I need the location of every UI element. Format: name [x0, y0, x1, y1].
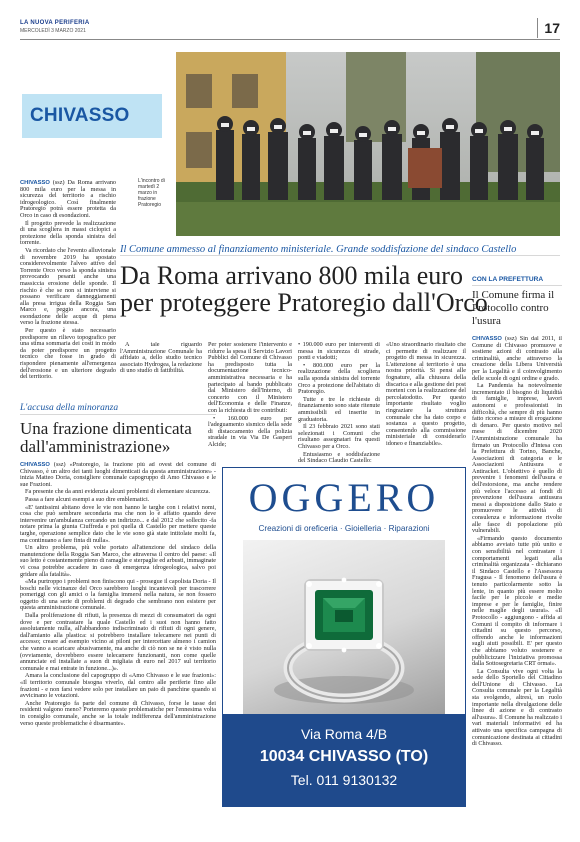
masthead — [20, 18, 560, 40]
ad-contact-band — [223, 714, 465, 806]
ad-address: Via Roma 4/B — [300, 726, 388, 742]
left-p2: Il progetto prevede la realizzazione di una scogliera in massi ciclopici a protezione della sponda sinistra del torrente. — [20, 219, 116, 247]
side-p7: Dalla proliferazione di rifiuti, la presenza di mezzi di consumatori da ogni dove e per contrastare la quale Castello ed i suoi non hanno fatto assolutamente nulla, all'abbandono indiscriminato di rifiuti di ogni genere, dall'amianto alla plastica: si potrebbero installare telecamere nei punti di accesso; creare ad esempio vicino ai piloni per intercettare almeno i camion che vanno a scaricare abusivamente, ma anche di ciò non se ne è visto nulla (ovviamente, dovrebbero essere telecamere funzionanti, non come quelle annunciate ed installate a suon di migliaia di euro nel 2017 sul territorio comunale e mai entrate in funzione...)». — [20, 612, 216, 672]
side-article-body — [20, 462, 216, 814]
ad-city: 10034 CHIVASSO (TO) — [259, 748, 429, 765]
main-c1-p1: A tale riguardo l'Amministrazione Comunale ha affidato a, dello studio tecnico associato Hydrogea, la redazione di uno studio di fattibilità. — [120, 342, 202, 375]
left-p4: Per questo è stato necessario predisporre un rilievo topografico per una stima sommaria dei costi in modo da poter predisporre un progetto tecnico che fosse in grado di rispondere pienamente all'emergenza dell'erosione e un ulteriore degrado del territorio. — [20, 327, 116, 381]
jeweler-advertisement — [222, 467, 466, 807]
main-column-3 — [298, 342, 380, 462]
main-c2-p5: Il 23 febbraio 2021 sono stati selezionati i Comuni che risultano assegnatari fra questi Chivasso per a Orco. — [298, 423, 380, 450]
lead-tag: (ssz) — [52, 180, 65, 186]
lead-place: CHIVASSO — [20, 180, 50, 186]
main-c2-p2: • 190.000 euro per interventi di messa in sicurezza di strade, ponti e viadotti; — [298, 342, 380, 362]
prefettura-body — [472, 336, 562, 814]
section-banner — [22, 94, 162, 138]
meeting-photo-illustration — [176, 52, 560, 236]
pref-p3: «Firmando questo documento abbiamo avviato tutte più unito e con sensibilità nel contrastare i comportamenti legati alla criminalità organizzata - dichiarano il Sindaco Castello e l'Assessora Fragusa - Il fenomeno dell'usura è tenuto particolarmente sotto la lente, in quanto più essere molto facile per le piccole e medie imprese e per le famiglie, finire nelle maglie degli usurai». «Il Protocollo - aggiungono - affida ai Comuni il compito di informare i cittadini su questo percorso, offrendo anche le informazioni sugli aiuti possibili. E' per questo che abbiamo voluto sostenere e pubblicizzare l'iniziativa promossa dalla Sottosegretaria CRT ormai». — [472, 534, 562, 668]
main-c2-p6: Entusiasmo e soddisfazione del Sindaco Claudio Castello: — [298, 450, 380, 462]
pref-lead-tag: (ssz) — [504, 336, 517, 342]
main-c1-p2: Per poter sostenere l'intervento e ridurre la spesa il Servizio Lavori Pubblici del Comune di Chivasso ha predisposto tutta la documentazione tecnico-amministrativa necessaria e ha partecipato al bando pubblicato dal Ministero dell'Interno, di concerto con il Ministero dell'Economia e delle Finanze, con la richiesta di tre contributi: — [208, 342, 292, 414]
side-p6: «Ma purtroppo i problemi non finiscono qui - prosegue il capolista Doria - Il boschi nelle vicinanze del Orco sarebbero luoghi incantevoli per trascorrere pomeriggi con gli amici o la famiglia immersi nella natura, se non fossero oggetto di una serie di problemi di degrado che sembrano non esistere per questa amministrazione comunale. — [20, 578, 216, 612]
prefettura-title: Il Comune firma il Protocollo contro l'usura — [472, 289, 555, 327]
news-photo — [176, 52, 560, 236]
main-column-1 — [120, 342, 202, 394]
side-article-kicker: L'accusa della minoranza — [20, 403, 216, 415]
pref-p1: Sin dal 2011, il Comune di Chivasso promuove e sostiene azioni di contrasto alla criminalità, anche attraverso la creazione della Libera Università per la Legalità e il coinvolgimento delle scuole di ogni ordine e grado. — [472, 336, 562, 382]
ring-photo — [243, 540, 445, 714]
side-p9: Anche Pratoregio fa parte del comune di Chivasso, forse le tasse dei residenti valgono meno? Porteremo queste problematiche per l'ennesima volta in consiglio comunale, anche se la totale indifferenza dell'amministrazione verso queste problematiche è disarmante». — [20, 699, 216, 727]
ad-brand: OGGERO — [248, 475, 440, 520]
main-c3-p1: «Uno straordinario risultato che ci permette di realizzare il progetto di messa in sicurezza. L'attenzione al territorio è una nostra priorità. Si pensi alle fognature, alla chiusura della discarica e alla gestione dei post morteni con la realizzazione del percolatodotto. Per questo importante risultato voglio ringraziare la struttura comunale che ha dato corpo e sostanza a questo progetto, consentendo alla commissione ministeriale di considerarlo idoneo e finanziabile». — [386, 342, 466, 447]
emerald-ring-illustration — [243, 540, 445, 714]
side-p4: «E' tantissimi abitano dove le vie non hanno le targhe con i relativi nomi, cosa che può sembrare secondaria ma che non lo è affatto quando deve intervenire un'ambulanza cercando un indirizzo... e dal 2012 che sollecito -fa notare prima la giunta Ciuffreda e poi quella di Castello per mettere queste targhe, operazione semplice dato che le vie sono già state intitolate molti fa, ma continuano a fare finta di nulla». — [20, 503, 216, 544]
side-lead-tag: (ssz) — [53, 462, 66, 468]
side-p3: Passa a fare alcuni esempi a suo dire emblematici. — [25, 495, 150, 503]
side-p1: «Pratoregio, la frazione più ad ovest del comune di Chivasso, è un altro dei tanti luoghi dimenticati da questa amministrazione» - inizia Matteo Doria, consigliere comunale capogruppo di Amo Chivasso e le sue Frazioni. — [20, 462, 216, 488]
side-p5: Un altro problema, più volte portato all'attenzione del sindaco della manutenzione della Roggia San Marco, che attraversa il centro del paese: «Il suo letto è costantemente pieno di ramaglie e sterpaglie ed arbusti, immaginate vi cosa potrebbe accadere in caso di emergenza idrogeologica, salvo poi gridare alla fatalità». — [20, 544, 216, 578]
photo-caption: L'incontro di martedì 2 marzo in frazione Pratoregio — [138, 178, 165, 208]
main-c2-p3: • 800.000 euro per la realizzazione della scogliera sulla sponda sinistra del torrente Orco a protezione dell'abitato di Pratoregio. — [298, 361, 380, 396]
headline-line-2: per proteggere Pratoregio dall'Orco — [120, 288, 488, 317]
pref-lead-place: CHIVASSO — [472, 336, 502, 342]
prefettura-tag: CON LA PREFETTURA — [472, 276, 562, 286]
side-article-title: Una frazione dimenticata dall'amministrazione» — [20, 419, 192, 456]
newspaper-name: LA NUOVA PERIFERIA — [20, 20, 90, 26]
side-p8: Amara la conclusione del capogruppo di «Amo Chivasso e le sue frazioni»: «Il territorio comunale bisogna viverlo, dal centro alle periferie fino alle frazioni - e non farsi vedere solo per installare un paio di panchine quando si avvicinano le votazioni. — [20, 672, 216, 700]
ad-tagline: Creazioni di oreficeria · Gioielleria · Riparazioni — [258, 524, 430, 533]
issue-date: MERCOLEDÌ 3 MARZO 2021 — [20, 28, 86, 34]
main-column-2 — [208, 342, 292, 462]
main-c2-p4: Tutte e tre le richieste di finanziamento sono state ritenute ammissibili ed inserite in graduatoria. — [298, 395, 380, 423]
pref-p4: La Consulta vive ogni volta la sede dello Sportello del Cittadino dell'Unione di Chivasso. La Consulta comunale per la Legalità sta svolgendo, altresì, un ruolo importante nella divulgazione delle linee di azione e di contrasto all'usura». Il Comune ha realizzato i vari materiali informativi ed ha attivato una specifica campagna di comunicazione destinata ai cittadini di Chivasso. — [472, 667, 562, 748]
side-lead-place: CHIVASSO — [20, 462, 50, 468]
side-p2: Fa presente che da anni evidenzia alcuni problemi di elementare sicurezza. — [25, 488, 211, 496]
left-p3: Va ricordato che l'evento alluvionale di novembre 2019 ha spostato considerevolmente l'alveo attivo del Torrente Orco verso la sponda sinistra provocando pesanti anche una massiccia erosione delle sponde. Il rischio è che se non si interviene si possano verificare danneggiamenti alla presa irrigua della Roggia San Marco e, peggio ancora, una esondazione delle acque di piena verso la frazione stessa. — [20, 246, 116, 327]
main-c2-p1: • 160.000 euro per l'adeguamento sismico della sede di distaccamento della polizia stradale in via Via De Gasperi Alcide; — [208, 414, 292, 448]
main-column-4 — [386, 342, 466, 462]
headline-line-1: Da Roma arrivano 800 mila euro — [120, 261, 463, 290]
page-number: 17 — [537, 18, 560, 38]
ad-phone: Tel. 011 9130132 — [290, 772, 398, 788]
left-article-column — [20, 180, 116, 392]
pref-p2: La Pandemia ha notevolmente incrementato il bisogno di liquidità di famiglie, imprese, lavori autonomi e professionisti in difficoltà, che sempre di più hanno fatto ricorso a misure di erogazione di denaro. Per questo motivo nel mese di dicembre 2020 l'Amministrazione comunale ha firmato un Protocollo d'Intesa con la Prefettura di Torino, Banche, Associazioni di categoria e le Associazioni Antiusura e Antiracket. L'obiettivo è quello di prevenire i fenomeni dell'usura e dell'estorsione, ma anche rendere più veloce l'accesso ai fondi di prevenzione dell'usura antiusura messi a disposizione dallo Stato e promuovere le attività di consulenza e informazione rivolte alle fasce di popolazione più vulnerabili. — [472, 382, 562, 535]
headline-kicker: Il Comune ammesso al finanziamento ministeriale. Grande soddisfazione del sindaco Castello — [120, 244, 560, 256]
section-title: CHIVASSO — [30, 105, 130, 126]
left-p1: Da Roma arrivano 800 mila euro per la messa in sicurezza del territorio a rischio idrogeologico. Così finalmente Pratoregio potrà essere protetta da Orco in caso di esondazioni. — [20, 180, 116, 219]
